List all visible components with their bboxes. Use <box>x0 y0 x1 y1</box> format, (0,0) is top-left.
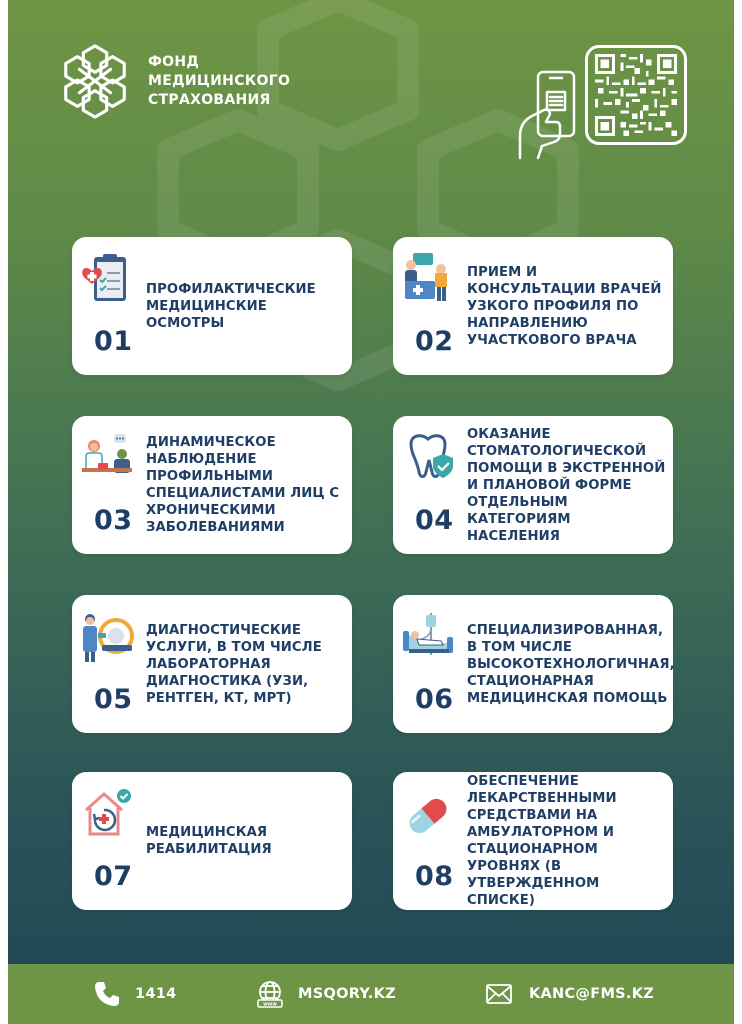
doctor-consultation-icon <box>401 251 455 307</box>
service-card-06 <box>393 595 673 733</box>
globe-www-icon <box>256 980 284 1008</box>
service-card-04 <box>393 416 673 554</box>
footer-email-text: KANC@FMS.KZ <box>529 986 655 1002</box>
footer-email[interactable] <box>483 964 654 1024</box>
card-text: ОБЕСПЕЧЕНИЕ ЛЕКАРСТВЕННЫМИ СРЕДСТВАМИ НА АМБУЛАТОРНОМ И СТАЦИОНАРНОМ УРОВНЯХ (В УТВЕРЖДЕННОМ СПИСКЕ) <box>467 774 617 908</box>
footer-website-text: MSQORY.KZ <box>298 986 396 1002</box>
brand-name <box>148 53 290 110</box>
service-card-05 <box>72 595 352 733</box>
fund-logo-icon <box>56 42 134 120</box>
hospital-bed-icon <box>401 609 455 665</box>
footer-website[interactable] <box>256 964 396 1024</box>
service-card-01 <box>72 237 352 375</box>
doctor-patient-icon <box>80 430 134 486</box>
tooth-shield-icon <box>401 430 455 486</box>
qr-code-icon <box>594 54 678 136</box>
qr-code[interactable] <box>585 45 687 145</box>
card-text: ОКАЗАНИЕ СТОМАТОЛОГИЧЕСКОЙ ПОМОЩИ В ЭКСТРЕННОЙ И ПЛАНОВОЙ ФОРМЕ ОТДЕЛЬНЫМ КАТЕГОРИЯМ НАСЕЛЕНИЯ <box>467 426 666 544</box>
card-text: ДИНАМИЧЕСКОЕ НАБЛЮДЕНИЕ ПРОФИЛЬНЫМИ СПЕЦИАЛИСТАМИ ЛИЦ С ХРОНИЧЕСКИМИ ЗАБОЛЕВАНИЯМИ <box>146 435 340 535</box>
service-card-07 <box>72 772 352 910</box>
card-text: СПЕЦИАЛИЗИРОВАННАЯ, В ТОМ ЧИСЛЕ ВЫСОКОТЕХНОЛОГИЧНАЯ, СТАЦИОНАРНАЯ МЕДИЦИНСКАЯ ПОМОЩЬ <box>467 622 675 706</box>
mri-scanner-icon <box>80 609 134 665</box>
phone-icon <box>93 980 121 1008</box>
card-number: 06 <box>415 684 454 715</box>
rehabilitation-house-icon <box>80 786 134 842</box>
card-text: ПРОФИЛАКТИЧЕСКИЕ МЕДИЦИНСКИЕ ОСМОТРЫ <box>146 281 316 331</box>
service-card-02 <box>393 237 673 375</box>
card-number: 08 <box>415 861 454 892</box>
envelope-icon <box>483 980 515 1008</box>
footer-phone[interactable] <box>93 964 177 1024</box>
brand-line-3: СТРАХОВАНИЯ <box>148 91 271 108</box>
clipboard-heart-icon <box>80 251 134 307</box>
card-number: 01 <box>94 326 133 357</box>
service-card-03 <box>72 416 352 554</box>
phone-scan-icon <box>516 70 578 160</box>
card-number: 04 <box>415 505 454 536</box>
brand-line-2: МЕДИЦИНСКОГО <box>148 72 291 89</box>
card-number: 03 <box>94 505 133 536</box>
card-text: МЕДИЦИНСКАЯ РЕАБИЛИТАЦИЯ <box>146 825 272 857</box>
svg-text:www: www <box>263 1001 277 1008</box>
pill-capsule-icon <box>401 786 455 842</box>
card-number: 02 <box>415 326 454 357</box>
footer-phone-text: 1414 <box>135 986 177 1002</box>
card-number: 05 <box>94 684 133 715</box>
brand <box>56 42 290 120</box>
poster-background <box>8 0 734 1024</box>
footer <box>8 964 734 1024</box>
service-card-08 <box>393 772 673 910</box>
card-text: ДИАГНОСТИЧЕСКИЕ УСЛУГИ, В ТОМ ЧИСЛЕ ЛАБОРАТОРНАЯ ДИАГНОСТИКА (УЗИ, РЕНТГЕН, КТ, МРТ) <box>146 622 322 706</box>
brand-line-1: ФОНД <box>148 53 200 70</box>
card-number: 07 <box>94 861 133 892</box>
card-text: ПРИЕМ И КОНСУЛЬТАЦИИ ВРАЧЕЙ УЗКОГО ПРОФИЛЯ ПО НАПРАВЛЕНИЮ УЧАСТКОВОГО ВРАЧА <box>467 264 662 348</box>
